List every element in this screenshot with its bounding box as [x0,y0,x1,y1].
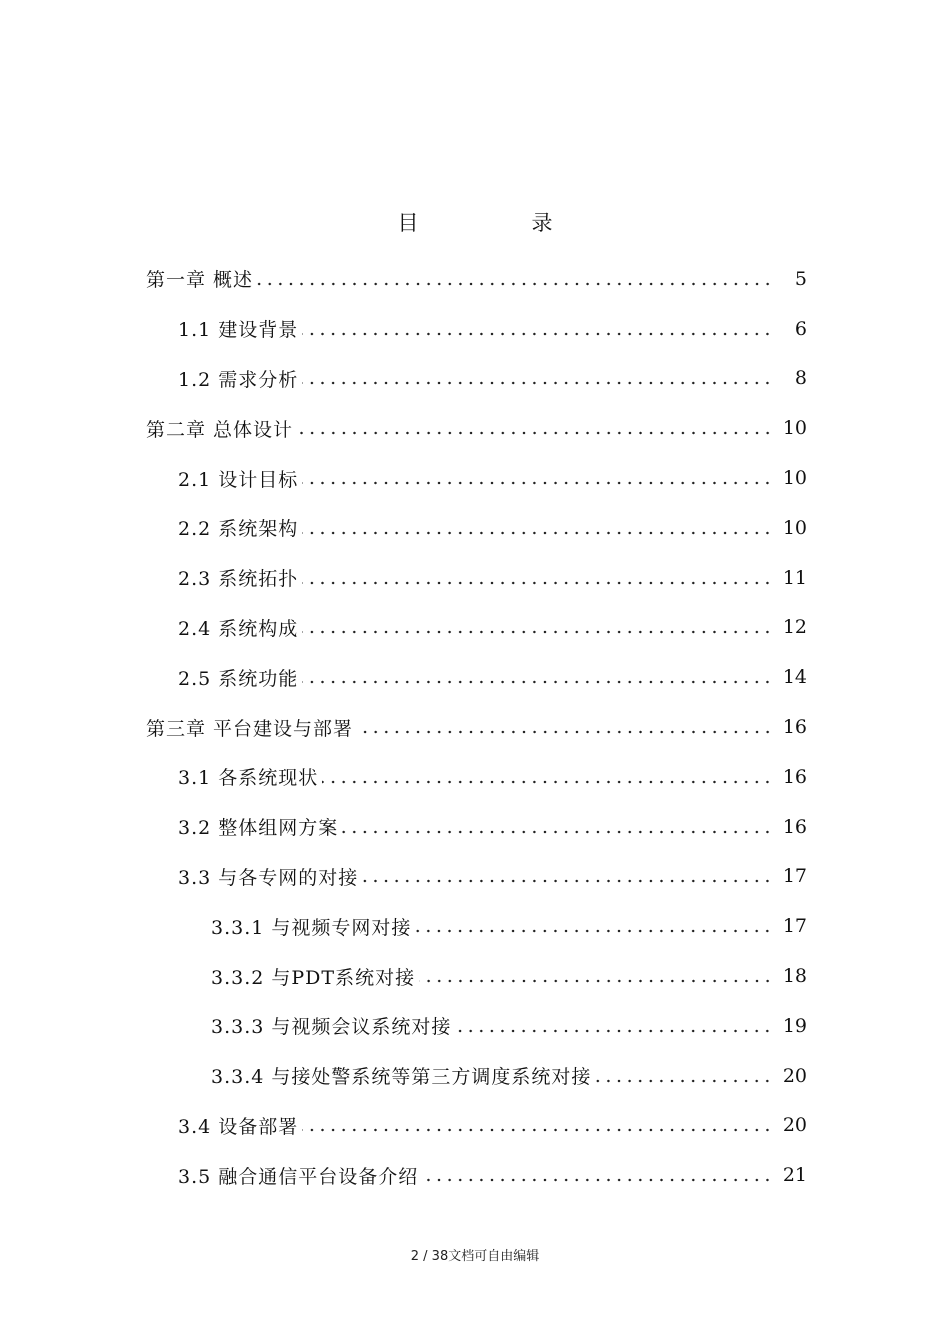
toc-dot-leader [302,332,773,336]
toc-entry-title: 2.2 系统架构 [178,514,302,541]
toc-entry[interactable] [0,1101,950,1151]
toc-entry-title: 3.1 各系统现状 [178,763,322,790]
toc-page-number: 8 [794,367,807,390]
toc-entry-title: 3.3.3 与视频会议系统对接 [211,1012,455,1039]
toc-list [0,254,950,1200]
toc-dot-leader [302,680,773,684]
toc-page-number: 16 [782,815,807,838]
toc-page-number: 5 [794,267,807,290]
toc-page-number: 10 [782,467,807,490]
toc-page-number: 20 [782,1064,807,1087]
toc-page-number: 18 [782,965,807,988]
toc-dot-leader [342,830,773,834]
toc-entry-title: 2.1 设计目标 [178,465,302,492]
toc-page-number: 16 [782,765,807,788]
toc-entry-title: 3.3.2 与PDT系统对接 [211,963,419,990]
toc-page-number: 14 [782,666,807,689]
toc-page-number: 6 [794,317,807,340]
toc-entry[interactable] [0,852,950,902]
toc-entry[interactable] [0,553,950,603]
toc-dot-leader [595,1079,773,1083]
toc-entry-title: 2.4 系统构成 [178,614,302,641]
toc-dot-leader [257,282,773,286]
toc-dot-leader [297,431,773,435]
toc-page-number: 11 [782,566,807,589]
toc-entry[interactable] [0,752,950,802]
toc-entry-title: 3.4 设备部署 [178,1112,302,1139]
toc-entry[interactable] [0,403,950,453]
toc-dot-leader [419,979,773,983]
toc-entry[interactable] [0,1150,950,1200]
toc-page-number: 17 [782,865,807,888]
toc-entry[interactable] [0,702,950,752]
toc-dot-leader [422,1178,773,1182]
toc-page-number: 16 [782,716,807,739]
toc-entry-title: 3.3.4 与接处警系统等第三方调度系统对接 [211,1062,595,1089]
toc-entry[interactable] [0,951,950,1001]
toc-entry[interactable] [0,802,950,852]
toc-entry[interactable] [0,652,950,702]
page-footer: 2 / 38文档可自由编辑 [410,1249,540,1264]
toc-page-number: 12 [782,616,807,639]
toc-entry[interactable] [0,503,950,553]
toc-entry-title: 1.2 需求分析 [178,365,302,392]
toc-entry-title: 3.2 整体组网方案 [178,813,342,840]
toc-page-number: 10 [782,516,807,539]
toc-dot-leader [455,1029,773,1033]
toc-entry-title: 2.5 系统功能 [178,664,302,691]
toc-dot-leader [302,630,773,634]
toc-entry[interactable] [0,304,950,354]
toc-entry-title: 第三章 平台建设与部署 [146,714,357,741]
toc-page-number: 17 [782,915,807,938]
toc-entry[interactable] [0,901,950,951]
toc-entry-title: 1.1 建设背景 [178,315,302,342]
toc-entry[interactable] [0,453,950,503]
toc-dot-leader [302,531,773,535]
toc-entry-title: 第一章 概述 [146,265,257,292]
toc-page-number: 19 [782,1014,807,1037]
toc-entry[interactable] [0,1051,950,1101]
toc-entry[interactable] [0,254,950,304]
toc-entry-title: 3.3 与各专网的对接 [178,863,362,890]
toc-dot-leader [302,381,773,385]
toc-entry-title: 2.3 系统拓扑 [178,564,302,591]
toc-dot-leader [302,481,773,485]
toc-dot-leader [357,730,773,734]
toc-title: 目 录 [397,211,599,235]
toc-dot-leader [302,1128,773,1132]
toc-page-number: 10 [782,417,807,440]
toc-dot-leader [322,780,773,784]
toc-entry[interactable] [0,1001,950,1051]
toc-entry-title: 第二章 总体设计 [146,415,297,442]
toc-page-number: 21 [782,1164,807,1187]
toc-entry[interactable] [0,603,950,653]
toc-entry[interactable] [0,354,950,404]
toc-dot-leader [415,929,773,933]
toc-page-number: 20 [782,1114,807,1137]
toc-entry-title: 3.5 融合通信平台设备介绍 [178,1162,422,1189]
toc-dot-leader [302,581,773,585]
toc-entry-title: 3.3.1 与视频专网对接 [211,913,415,940]
toc-dot-leader [362,879,773,883]
